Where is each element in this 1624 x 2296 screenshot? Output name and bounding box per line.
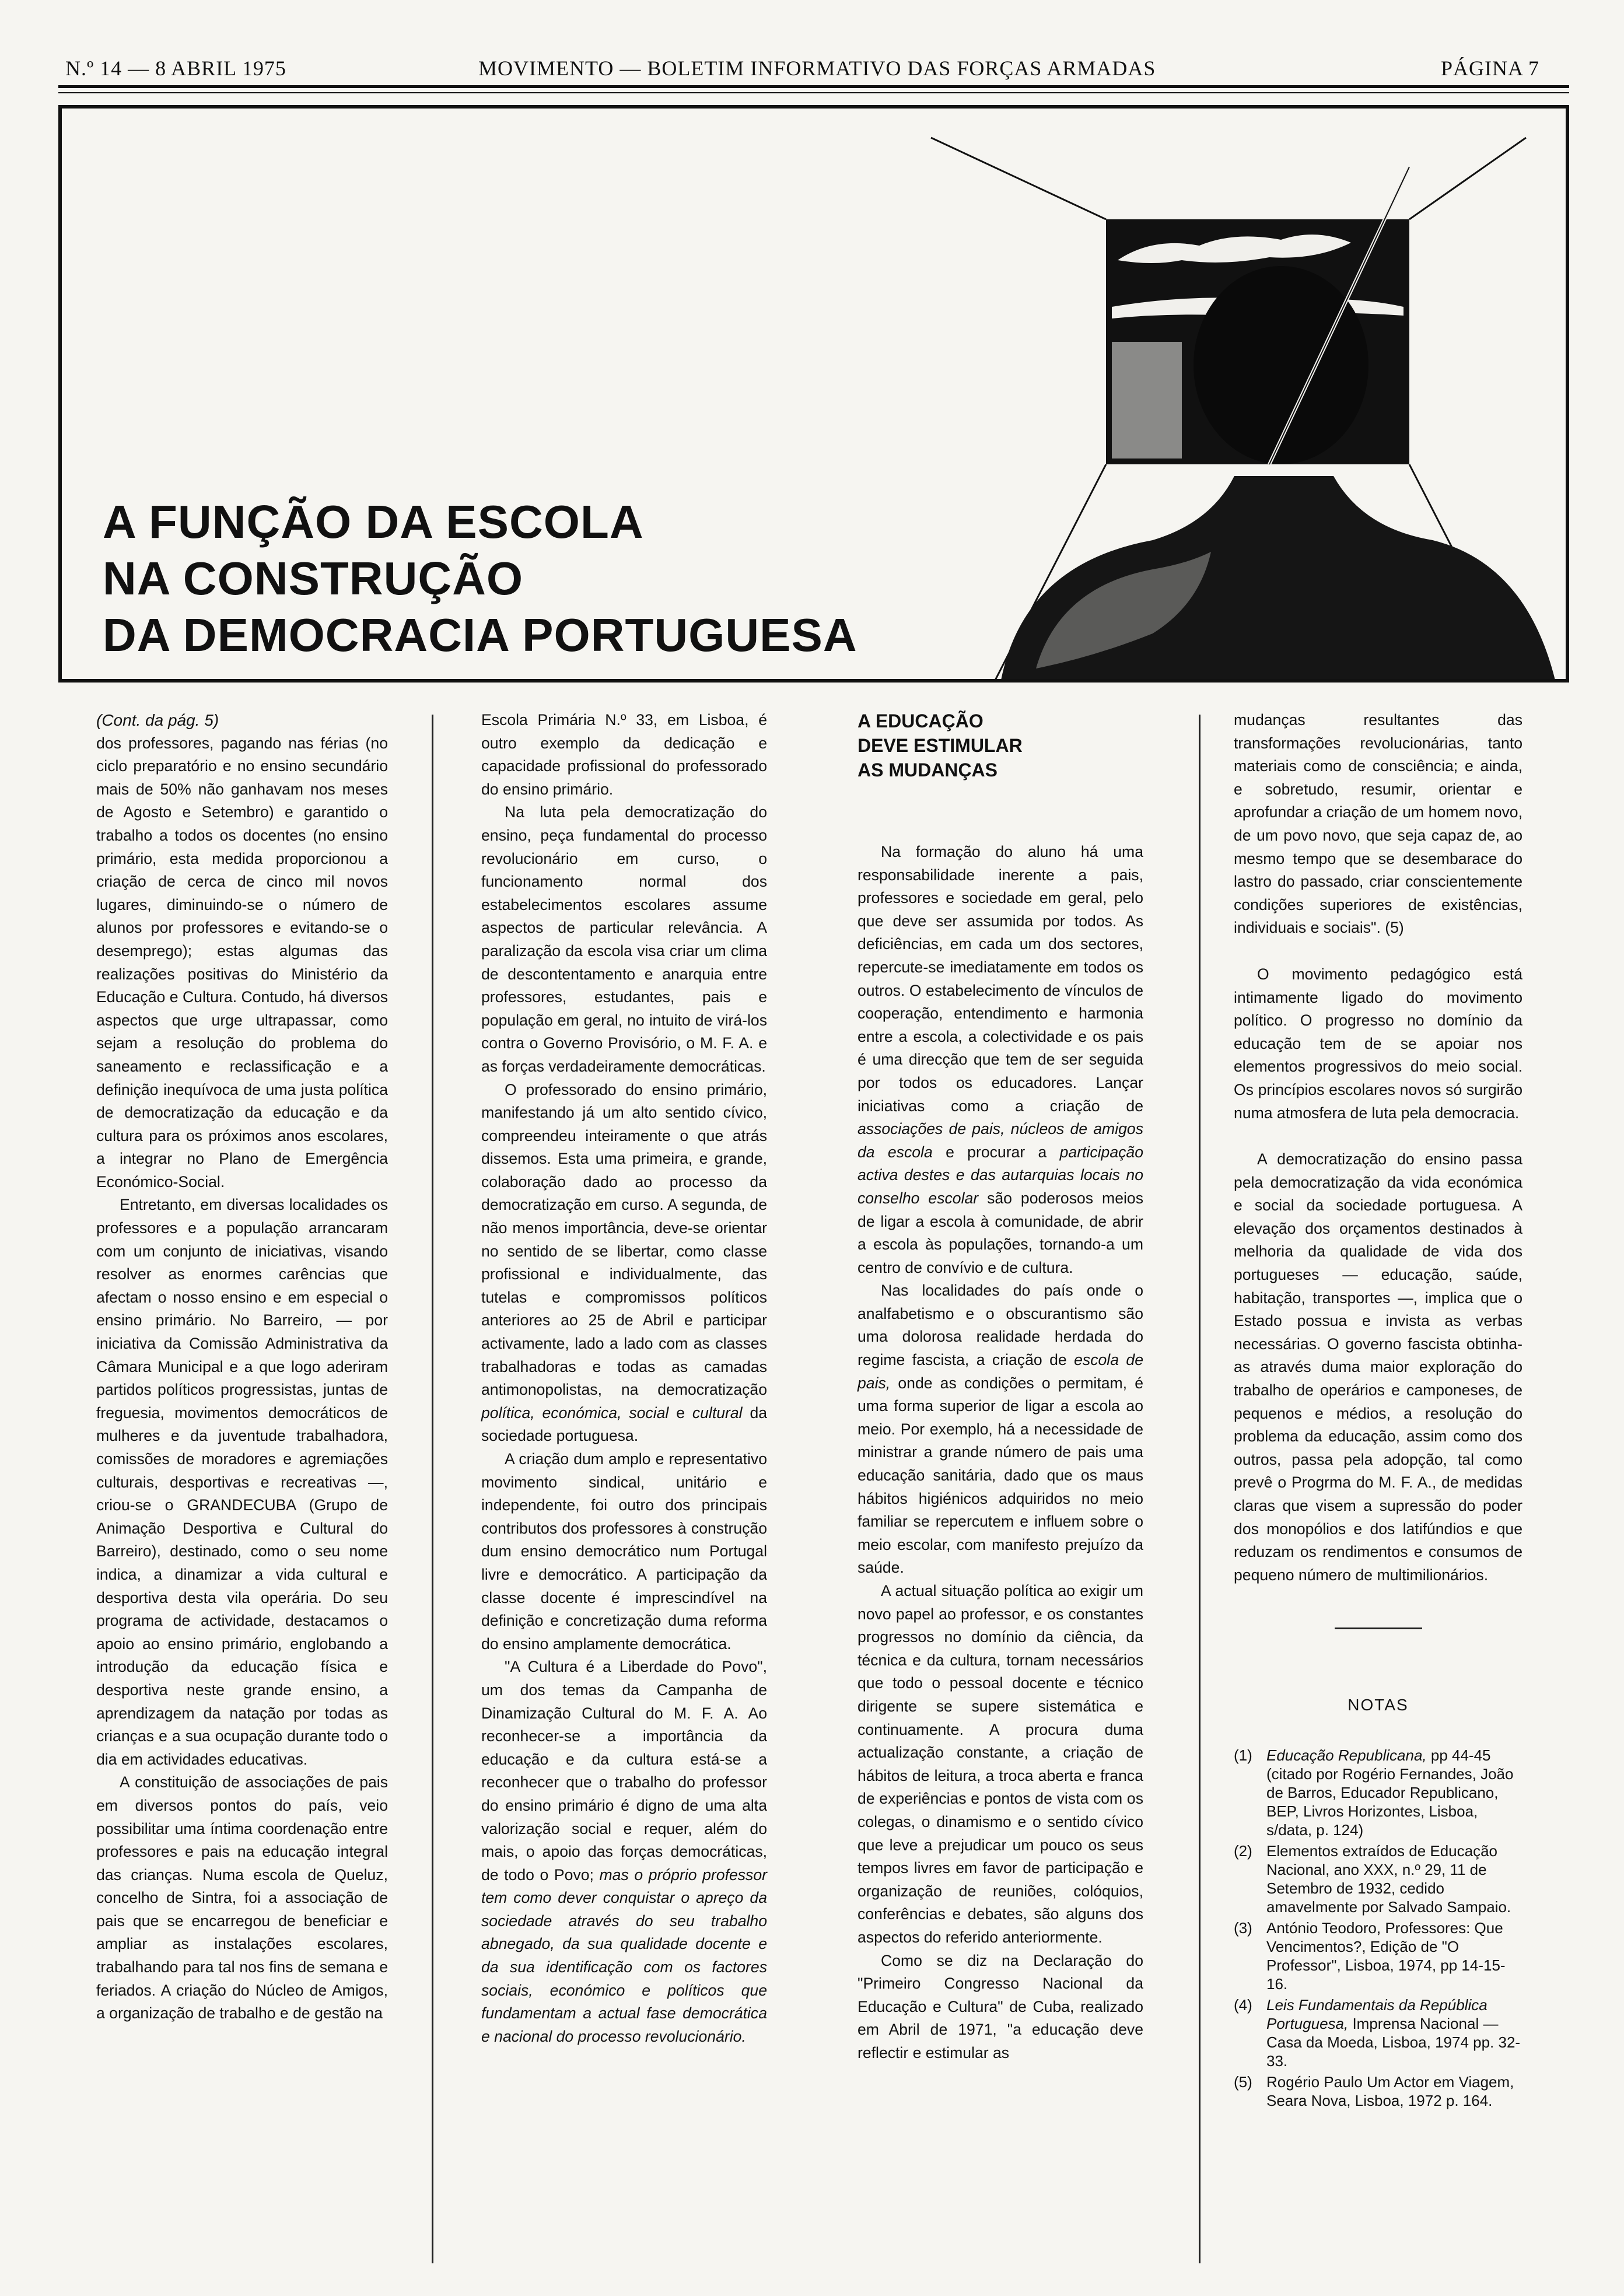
note-body: pp 44-45 (citado por Rogério Fernandes, João de Barros, Educador Republicano, BEP, Livros Horizontes, Lisboa, s/data, p. 124)	[1266, 1746, 1514, 1839]
headline-line-2: NA CONSTRUÇÃO	[103, 552, 524, 604]
note-text	[1266, 1919, 1522, 1993]
subhead-line-3: AS MUDANÇAS	[858, 760, 998, 780]
col4-paragraph-3: A democratização do ensino passa pela democratização da vida económica e social da sociedade portuguesa. A elevação dos orçamentos destinados à melhoria da qualidade de vida dos portugueses — educação, saúde, habitação, transportes —, implica que o Estado possua e invista as verbas necessárias. O governo fascista obtinha-as através duma maior exploração do trabalho de operários e camponeses, de pequenos e médios, a resolução do problema da educação, assim como dos outros, passa pela adopção, tal como prevê o Progrma do M. F. A., de medidas claras que visem a supressão do poder dos monopólios e dos latifúndios e que reduzam os rendimentos e consumos de pequeno número de multimilionários.	[1234, 1150, 1522, 1584]
col3-p1-mid: e procurar a	[946, 1143, 1047, 1161]
note-number: (5)	[1234, 2073, 1252, 2091]
col1-paragraph-3: A constituição de associações de pais em diversos pontos do país, veio possibilitar uma íntima coordenação entre professores e pais na educação integral das crianças. Numa escola de Queluz, concelho de Sintra, foi a associação de pais que se encarregou de beneficiar e ampliar as instalações escolares, trabalhando para tal nos fins de semana e feriados. A criação do Núcleo de Amigos, a organização de trabalho e de gestão na	[96, 1773, 388, 2022]
col3-paragraph-2	[858, 1279, 1143, 1580]
header-rule-thin	[58, 92, 1569, 93]
column-4	[1234, 709, 1522, 2112]
note-number: (3)	[1234, 1919, 1252, 1937]
col2-p3-italic-2: cultural	[692, 1404, 743, 1422]
note-text	[1266, 1746, 1522, 1839]
col2-p3-and: e	[676, 1404, 685, 1422]
illustration-child-window	[908, 120, 1567, 680]
col3-paragraph-1	[858, 841, 1143, 1279]
col3-p1-italic-2: participação activa destes e das autarquias locais no conselho escolar	[858, 1143, 1144, 1207]
note-item	[1234, 1996, 1522, 2070]
col2-paragraph-2: Na luta pela democratização do ensino, peça fundamental do processo revolucionário em curso, o funcionamento normal dos estabelecimentos escolares assume aspectos de particular relevância. A paralização da escola visa criar um clima de descontentamento e anarquia entre professores, estudantes, pais e população em geral, no intuito de virá-los contra o Governo Provisório, o M. F. A. e as forças verdadeiramente democráticas.	[481, 803, 767, 1075]
note-item	[1234, 1842, 1522, 1916]
column-1	[96, 709, 388, 2025]
headline-line-3: DA DEMOCRACIA PORTUGUESA	[103, 609, 858, 661]
col3-p2-italic: escola de pais,	[858, 1351, 1143, 1392]
col3-paragraph-4: Como se diz na Declaração do "Primeiro Congresso Nacional da Educação e Cultura" de Cuba, realizado em Abril de 1971, "a educação deve reflectir e estimular as	[858, 1951, 1143, 2062]
note-number: (1)	[1234, 1746, 1252, 1764]
col1-paragraph-1: dos professores, pagando nas férias (no ciclo preparatório e no ensino secundário mais de 50% não ganhavam nos meses de Agosto e Setembro) e garantido o trabalho a todos os docentes (no ensino primário, esta medida proporcionou a criação de cerca de cinco mil novos lugares, diminuindo-se o número de alunos por professores e evitando-se o desemprego); estas algumas das realizações positivas do Ministério da Educação e Cultura. Contudo, há diversos aspectos que urge ultrapassar, como sejam a resolução do problema do saneamento e reclassificação e a definição inequívoca de uma justa política de democratização da educação e da cultura para os próximos anos escolares, a integrar no Plano de Emergência Económico-Social.	[96, 734, 388, 1191]
col2-paragraph-1: Escola Primária N.º 33, em Lisboa, é outro exemplo da dedicação e capacidade profissional do professorado do ensino primário.	[481, 711, 767, 798]
subhead-line-2: DEVE ESTIMULAR	[858, 735, 1023, 756]
col3-paragraph-3: A actual situação política ao exigir um novo papel ao professor, e os constantes progressos no domínio da ciência, da técnica e da cultura, tornam necessários que todo o pessoal docente e técnico dirigente se supere sistemática e continuamente. A procura duma actualização constante, a criação de hábitos de leitura, a troca aberta e franca de experiências e pontos de vista com os colegas, o dinamismo e o sentido cívico que leve a prejudicar um pouco os seus tempos livres em favor de participação e organização de reuniões, colóquios, conferências e debates, são alguns dos aspectos do referido anteriormente.	[858, 1582, 1143, 1946]
note-body: Elementos extraídos de Educação Nacional, ano XXX, n.º 29, 11 de Setembro de 1932, cedido amavelmente por Salvado Sampaio.	[1266, 1842, 1511, 1916]
col3-p1-italic: associações de pais, núcleos de amigos da escola	[858, 1120, 1143, 1161]
section-subhead	[858, 709, 1143, 782]
notes-divider	[1335, 1628, 1422, 1629]
column-3	[858, 709, 1143, 2064]
col3-p1-end: são poderosos meios de ligar a escola à comunidade, de abrir a escola às populações, tornando-a um centro de convívio e de cultura.	[858, 1189, 1143, 1276]
note-item	[1234, 1746, 1522, 1839]
continuation-note: (Cont. da pág. 5)	[96, 711, 219, 729]
column-rule-1	[432, 715, 433, 2263]
col3-p2-end: onde as condições o permitam, é uma forma superior de ligar a escola ao meio. Por exemplo, há a necessidade de ministrar a grande número de pais uma educação sanitária, dado que os maus hábitos higiénicos adquiridos no meio familiar se repercutem e influem sobre o meio escolar, com manifesto prejuízo da saúde.	[858, 1374, 1143, 1577]
col2-p3-end: da sociedade portuguesa.	[481, 1404, 768, 1445]
column-rule-3	[1199, 715, 1200, 2263]
col2-p3-italic: política, económica, social	[481, 1404, 669, 1422]
col3-p2-text: Nas localidades do país onde o analfabetismo e o obscurantismo são uma dolorosa realidade herdada do regime fascista, a criação de	[858, 1282, 1143, 1369]
col2-p5-italic: mas o próprio professor tem como dever conquistar o apreço da sociedade através do seu trabalho abnegado, da sua qualidade docente e da sua identificação com os factores sociais, económico e políticos que fundamentam a actual fase democrática e nacional do processo revolucionário.	[481, 1866, 767, 2045]
headline	[103, 494, 858, 663]
col3-p1-text: Na formação do aluno há uma responsabilidade inerente a pais, professores e sociedade em geral, pelo que deve ser assumida por todos. As deficiências, em cada um dos sectores, repercute-se imediatamente em todos os outros. O estabelecimento de vínculos de cooperação, entendimento e harmonia entre a escola, a colectividade e os pais é uma direcção que tem de ser seguida por todos os educadores. Lançar iniciativas como a criação de	[858, 843, 1143, 1115]
notes-title: NOTAS	[1348, 1696, 1409, 1714]
publication-title: MOVIMENTO — BOLETIM INFORMATIVO DAS FORÇAS ARMADAS	[478, 57, 1156, 80]
headline-line-1: A FUNÇÃO DA ESCOLA	[103, 496, 644, 548]
page-number: PÁGINA 7	[1441, 57, 1540, 80]
note-body: Imprensa Nacional — Casa da Moeda, Lisboa, 1974 pp. 32-33.	[1266, 2014, 1521, 2070]
col2-p3-text: O professorado do ensino primário, manifestando já um alto sentido cívico, compreendeu inteiramente o que atrás dissemos. Esta uma primeira, e grande, colaboração dado ao processo da democratização em curso. A segunda, de não menos importância, deve-se orientar no sentido de se libertar, como classe profissional e individualmente, das tutelas e compromissos políticos anteriores ao 25 de Abril e participar activamente, lado a lado com as classes trabalhadoras e todas as camadas antimonopolistas, na democratização	[481, 1080, 767, 1399]
header-rule-thick	[58, 85, 1569, 88]
note-text	[1266, 1996, 1522, 2070]
note-item	[1234, 2073, 1522, 2110]
col2-paragraph-3	[481, 1079, 767, 1448]
col4-paragraph-2: O movimento pedagógico está intimamente ligado do movimento político. O progresso no domínio da educação tem de se apoiar nos elementos progressivos do meio social. Os princípios escolares novos só surgirão numa atmosfera de luta pela democracia.	[1234, 965, 1522, 1122]
note-text	[1266, 1842, 1522, 1916]
headline-box	[58, 105, 1569, 682]
col2-paragraph-4: A criação dum amplo e representativo movimento sindical, unitário e independente, foi outro dos principais contributos dos professores à construção dum ensino democrático num Portugal livre e democrático. A participação da classe docente é imprescindível na definição e concretização duma reforma do ensino amplamente democrática.	[481, 1450, 767, 1653]
note-italic: Educação Republicana,	[1266, 1746, 1427, 1764]
issue-date: N.º 14 — 8 ABRIL 1975	[65, 57, 286, 80]
note-text	[1266, 2073, 1522, 2110]
note-body: António Teodoro, Professores: Que Vencimentos?, Edição de "O Professor", Lisboa, 1974, pp 14-15-16.	[1266, 1919, 1506, 1993]
note-body: Rogério Paulo Um Actor em Viagem, Seara Nova, Lisboa, 1972 p. 164.	[1266, 2073, 1514, 2109]
note-item	[1234, 1919, 1522, 1993]
note-italic: Leis Fundamentais da República Portuguesa,	[1266, 1996, 1488, 2032]
col2-paragraph-5	[481, 1656, 767, 2048]
note-number: (4)	[1234, 1996, 1252, 2014]
col2-p5-text: "A Cultura é a Liberdade do Povo", um dos temas da Campanha de Dinamização Cultural do M. F. A. Ao reconhecer-se a importância da educação e da cultura está-se a reconhecer que o trabalho do professor do ensino primário é digno de uma alta valorização social e requer, além do mais, o apoio das forças democráticas, de todo o Povo;	[481, 1658, 767, 1884]
notes-list	[1234, 1746, 1522, 2110]
column-2	[481, 709, 767, 2048]
col4-paragraph-1: mudanças resultantes das transformações revolucionárias, tanto materiais como de consciência; e ainda, e sobretudo, resumir, orientar e aprofundar a criação de um homem novo, de um povo novo, que seja capaz de, ao mesmo tempo que se desembarace do lastro do passado, criar conscientemente condições superiores de existências, individuais e sociais". (5)	[1234, 711, 1522, 937]
note-number: (2)	[1234, 1842, 1252, 1860]
subhead-line-1: A EDUCAÇÃO	[858, 710, 984, 732]
col1-paragraph-2: Entretanto, em diversas localidades os professores e a população arrancaram com um conjunto de iniciativas, visando resolver as enormes carências que afectam o nosso ensino e em especial o ensino primário. No Barreiro, — por iniciativa da Comissão Administrativa da Câmara Municipal e a que logo aderiram partidos políticos progressistas, juntas de freguesia, movimentos democráticos de mulheres e da juventude trabalhadora, comissões de moradores e agremiações culturais, desportivas e recreativas —, criou-se o GRANDECUBA (Grupo de Animação Desportiva e Cultural do Barreiro), destinado, como o seu nome indica, a dinamizar a vida cultural e desportiva desta vila operária. Do seu programa de actividade, destacamos o apoio ao ensino primário, englobando a introdução da educação física e desportiva neste grande ensino, a aprendizagem da natação por todas as crianças e a sua ocupação durante todo o dia em actividades educativas.	[96, 1196, 388, 1768]
